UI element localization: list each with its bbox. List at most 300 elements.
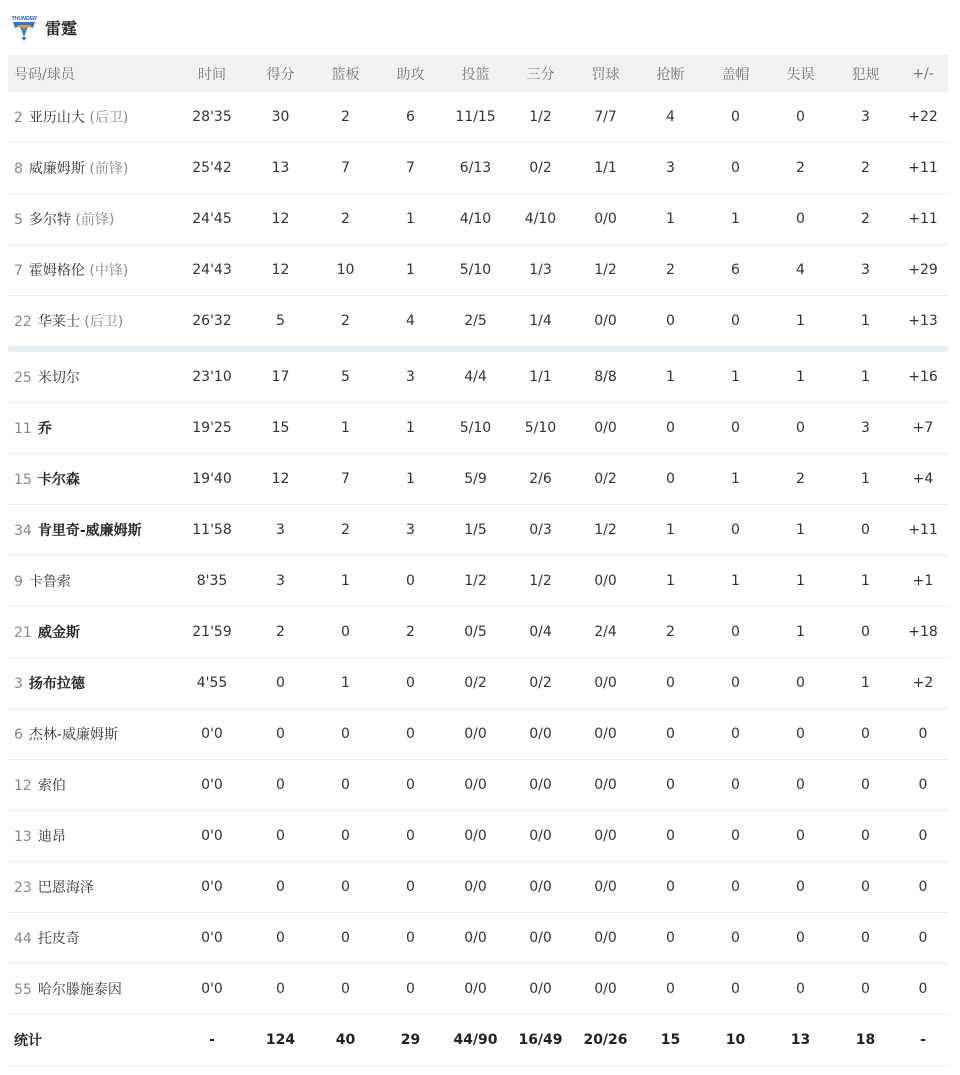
player-cell	[8, 296, 176, 347]
stat-three-pointers: 0/0	[508, 862, 573, 913]
stat-free-throws: 0/0	[573, 658, 638, 709]
stat-turnovers: 0	[768, 811, 833, 862]
player-cell	[8, 352, 176, 403]
stat-time: 8'35	[176, 556, 248, 607]
player-number: 23	[14, 880, 32, 896]
stat-turnovers: 1	[768, 505, 833, 556]
player-cell	[8, 760, 176, 811]
player-row[interactable]	[8, 92, 948, 143]
stat-three-pointers: 0/0	[508, 709, 573, 760]
player-position: (前锋)	[75, 212, 115, 228]
player-row[interactable]	[8, 505, 948, 556]
player-cell	[8, 403, 176, 454]
stat-blocks: 0	[703, 811, 768, 862]
player-number: 15	[14, 472, 32, 488]
stat-blocks: 1	[703, 454, 768, 505]
stat-plus-minus: +16	[898, 352, 948, 403]
stat-free-throws: 0/0	[573, 296, 638, 347]
player-row[interactable]	[8, 556, 948, 607]
stat-rebounds: 1	[313, 403, 378, 454]
player-name: 亚历山大	[28, 110, 85, 126]
stat-rebounds: 2	[313, 194, 378, 245]
stat-turnovers: 0	[768, 658, 833, 709]
stat-plus-minus: +4	[898, 454, 948, 505]
header-row	[8, 55, 948, 92]
stat-fouls: 1	[833, 556, 898, 607]
player-name: 杰林-威廉姆斯	[28, 727, 118, 743]
stat-time: 21'59	[176, 607, 248, 658]
stat-blocks: 0	[703, 760, 768, 811]
stat-fouls: 3	[833, 245, 898, 296]
player-name: 迪昂	[37, 829, 66, 845]
stat-points: 0	[248, 709, 313, 760]
stat-free-throws: 0/0	[573, 556, 638, 607]
stat-rebounds: 0	[313, 964, 378, 1015]
stat-points: 0	[248, 658, 313, 709]
stat-points: 0	[248, 862, 313, 913]
player-name: 华莱士	[37, 314, 80, 330]
stat-fouls: 1	[833, 454, 898, 505]
stat-rebounds: 10	[313, 245, 378, 296]
player-row[interactable]	[8, 760, 948, 811]
stat-points: 30	[248, 92, 313, 143]
player-row[interactable]	[8, 454, 948, 505]
stat-steals: 1	[638, 505, 703, 556]
stat-time: 11'58	[176, 505, 248, 556]
stat-turnovers: 0	[768, 194, 833, 245]
stat-rebounds: 0	[313, 811, 378, 862]
player-row[interactable]	[8, 607, 948, 658]
stat-plus-minus: +7	[898, 403, 948, 454]
player-row[interactable]	[8, 913, 948, 964]
stat-points: 3	[248, 556, 313, 607]
total-rebounds: 40	[313, 1015, 378, 1066]
player-row[interactable]	[8, 811, 948, 862]
total-steals: 15	[638, 1015, 703, 1066]
total-three-pointers: 16/49	[508, 1015, 573, 1066]
stat-turnovers: 0	[768, 964, 833, 1015]
player-number: 12	[14, 778, 32, 794]
player-cell	[8, 92, 176, 143]
stat-plus-minus: 0	[898, 913, 948, 964]
player-name: 多尔特	[28, 212, 71, 228]
stat-field-goals: 4/10	[443, 194, 508, 245]
stat-free-throws: 0/0	[573, 194, 638, 245]
stat-assists: 0	[378, 658, 443, 709]
stat-blocks: 0	[703, 607, 768, 658]
stat-steals: 0	[638, 658, 703, 709]
stat-steals: 0	[638, 709, 703, 760]
stat-time: 4'55	[176, 658, 248, 709]
total-blocks: 10	[703, 1015, 768, 1066]
stat-assists: 0	[378, 862, 443, 913]
stat-rebounds: 1	[313, 556, 378, 607]
col-header-assists[interactable]: 助攻	[378, 55, 443, 92]
player-number: 11	[14, 421, 32, 437]
player-row[interactable]	[8, 352, 948, 403]
player-cell	[8, 709, 176, 760]
stat-blocks: 1	[703, 352, 768, 403]
stat-blocks: 0	[703, 709, 768, 760]
stat-time: 25'42	[176, 143, 248, 194]
stat-points: 12	[248, 454, 313, 505]
total-plus-minus: -	[898, 1015, 948, 1066]
player-position: (中锋)	[89, 263, 129, 279]
stat-fouls: 0	[833, 811, 898, 862]
stat-three-pointers: 0/2	[508, 143, 573, 194]
stat-fouls: 1	[833, 352, 898, 403]
total-fouls: 18	[833, 1015, 898, 1066]
stat-points: 0	[248, 964, 313, 1015]
stat-rebounds: 2	[313, 92, 378, 143]
stat-rebounds: 7	[313, 454, 378, 505]
stat-steals: 0	[638, 811, 703, 862]
stat-points: 12	[248, 245, 313, 296]
col-header-turnovers[interactable]: 失误	[768, 55, 833, 92]
player-row[interactable]	[8, 296, 948, 347]
stat-points: 3	[248, 505, 313, 556]
stat-free-throws: 7/7	[573, 92, 638, 143]
stat-three-pointers: 0/0	[508, 913, 573, 964]
stat-three-pointers: 0/3	[508, 505, 573, 556]
total-turnovers: 13	[768, 1015, 833, 1066]
stat-points: 17	[248, 352, 313, 403]
player-cell	[8, 194, 176, 245]
stat-assists: 0	[378, 709, 443, 760]
total-time: -	[176, 1015, 248, 1066]
stat-fouls: 0	[833, 709, 898, 760]
stat-time: 24'45	[176, 194, 248, 245]
stat-blocks: 0	[703, 505, 768, 556]
stat-blocks: 0	[703, 913, 768, 964]
stat-blocks: 1	[703, 556, 768, 607]
player-name: 肯里奇-威廉姆斯	[37, 523, 142, 539]
stat-assists: 0	[378, 913, 443, 964]
stat-time: 0'0	[176, 709, 248, 760]
stat-assists: 0	[378, 556, 443, 607]
player-number: 8	[14, 161, 23, 177]
stat-steals: 0	[638, 296, 703, 347]
stat-assists: 3	[378, 352, 443, 403]
stat-plus-minus: 0	[898, 964, 948, 1015]
player-cell	[8, 245, 176, 296]
col-header-blocks[interactable]: 盖帽	[703, 55, 768, 92]
col-header-three-pointers[interactable]: 三分	[508, 55, 573, 92]
player-row[interactable]	[8, 403, 948, 454]
col-header-points[interactable]: 得分	[248, 55, 313, 92]
stat-rebounds: 1	[313, 658, 378, 709]
stat-steals: 0	[638, 760, 703, 811]
stat-fouls: 0	[833, 964, 898, 1015]
stat-time: 0'0	[176, 913, 248, 964]
stat-steals: 0	[638, 403, 703, 454]
stat-plus-minus: 0	[898, 811, 948, 862]
player-number: 3	[14, 676, 23, 692]
stat-field-goals: 6/13	[443, 143, 508, 194]
stat-free-throws: 0/0	[573, 913, 638, 964]
col-header-steals[interactable]: 抢断	[638, 55, 703, 92]
stat-plus-minus: +1	[898, 556, 948, 607]
stat-turnovers: 0	[768, 92, 833, 143]
player-name: 巴恩海泽	[37, 880, 94, 896]
stat-three-pointers: 0/0	[508, 811, 573, 862]
stat-fouls: 1	[833, 658, 898, 709]
player-row[interactable]	[8, 658, 948, 709]
total-field-goals: 44/90	[443, 1015, 508, 1066]
stat-fouls: 2	[833, 143, 898, 194]
stat-turnovers: 0	[768, 760, 833, 811]
stat-free-throws: 0/0	[573, 760, 638, 811]
stat-blocks: 0	[703, 143, 768, 194]
stat-free-throws: 1/1	[573, 143, 638, 194]
stat-blocks: 0	[703, 964, 768, 1015]
stat-turnovers: 2	[768, 143, 833, 194]
stat-steals: 4	[638, 92, 703, 143]
stat-free-throws: 0/0	[573, 709, 638, 760]
player-position: (前锋)	[89, 161, 129, 177]
stat-turnovers: 0	[768, 913, 833, 964]
stat-rebounds: 0	[313, 709, 378, 760]
stat-time: 0'0	[176, 811, 248, 862]
stat-blocks: 6	[703, 245, 768, 296]
stat-fouls: 3	[833, 403, 898, 454]
stat-rebounds: 7	[313, 143, 378, 194]
stat-field-goals: 4/4	[443, 352, 508, 403]
stat-plus-minus: +11	[898, 194, 948, 245]
player-cell	[8, 658, 176, 709]
totals-row	[8, 1015, 948, 1066]
stat-points: 15	[248, 403, 313, 454]
player-number: 13	[14, 829, 32, 845]
player-name: 威廉姆斯	[28, 161, 85, 177]
stat-turnovers: 0	[768, 862, 833, 913]
player-number: 22	[14, 314, 32, 330]
player-name: 索伯	[37, 778, 66, 794]
player-position: (后卫)	[89, 110, 129, 126]
stat-fouls: 0	[833, 505, 898, 556]
player-row[interactable]	[8, 862, 948, 913]
total-points: 124	[248, 1015, 313, 1066]
stat-three-pointers: 0/0	[508, 760, 573, 811]
stat-fouls: 1	[833, 296, 898, 347]
stat-free-throws: 0/0	[573, 811, 638, 862]
stat-three-pointers: 1/2	[508, 92, 573, 143]
player-name: 米切尔	[37, 370, 80, 386]
player-number: 9	[14, 574, 23, 590]
stat-fouls: 3	[833, 92, 898, 143]
stat-rebounds: 0	[313, 760, 378, 811]
stat-time: 26'32	[176, 296, 248, 347]
stat-turnovers: 1	[768, 296, 833, 347]
stat-rebounds: 2	[313, 505, 378, 556]
stat-field-goals: 5/10	[443, 245, 508, 296]
stat-time: 0'0	[176, 964, 248, 1015]
player-row[interactable]	[8, 964, 948, 1015]
stat-free-throws: 8/8	[573, 352, 638, 403]
logo-lettering: THUNDER	[11, 15, 37, 22]
stat-steals: 0	[638, 862, 703, 913]
player-name: 霍姆格伦	[28, 263, 85, 279]
player-name: 托皮奇	[37, 931, 80, 947]
stat-turnovers: 4	[768, 245, 833, 296]
stat-steals: 1	[638, 556, 703, 607]
box-score-table	[8, 55, 948, 1066]
player-number: 44	[14, 931, 32, 947]
stat-points: 12	[248, 194, 313, 245]
player-number: 6	[14, 727, 23, 743]
stat-three-pointers: 4/10	[508, 194, 573, 245]
stat-fouls: 0	[833, 862, 898, 913]
stat-assists: 1	[378, 245, 443, 296]
stat-assists: 2	[378, 607, 443, 658]
stat-free-throws: 0/0	[573, 862, 638, 913]
stat-points: 0	[248, 913, 313, 964]
col-header-free-throws[interactable]: 罚球	[573, 55, 638, 92]
stat-turnovers: 1	[768, 352, 833, 403]
stat-field-goals: 2/5	[443, 296, 508, 347]
stat-turnovers: 0	[768, 403, 833, 454]
stat-field-goals: 0/5	[443, 607, 508, 658]
stat-assists: 6	[378, 92, 443, 143]
stat-plus-minus: +11	[898, 143, 948, 194]
stat-steals: 1	[638, 194, 703, 245]
player-cell	[8, 505, 176, 556]
stat-three-pointers: 1/1	[508, 352, 573, 403]
stat-plus-minus: +2	[898, 658, 948, 709]
player-cell	[8, 143, 176, 194]
stat-plus-minus: 0	[898, 862, 948, 913]
stat-blocks: 0	[703, 92, 768, 143]
col-header-player[interactable]: 号码/球员	[8, 55, 176, 92]
player-cell	[8, 556, 176, 607]
player-name: 扬布拉德	[28, 676, 85, 692]
player-name: 哈尔滕施泰因	[37, 982, 122, 998]
stat-field-goals: 0/0	[443, 964, 508, 1015]
stat-time: 19'40	[176, 454, 248, 505]
stat-blocks: 1	[703, 194, 768, 245]
stat-assists: 4	[378, 296, 443, 347]
stat-assists: 1	[378, 454, 443, 505]
stat-plus-minus: 0	[898, 709, 948, 760]
stat-plus-minus: +13	[898, 296, 948, 347]
team-name: 雷霆	[45, 19, 78, 38]
col-header-plus-minus[interactable]: +/-	[898, 55, 948, 92]
player-position: (后卫)	[84, 314, 124, 330]
stat-fouls: 0	[833, 913, 898, 964]
stat-field-goals: 1/2	[443, 556, 508, 607]
stat-blocks: 0	[703, 296, 768, 347]
stat-time: 28'35	[176, 92, 248, 143]
stat-field-goals: 0/0	[443, 760, 508, 811]
stat-rebounds: 2	[313, 296, 378, 347]
stat-assists: 0	[378, 964, 443, 1015]
player-row[interactable]	[8, 245, 948, 296]
stat-time: 19'25	[176, 403, 248, 454]
stat-assists: 1	[378, 194, 443, 245]
stat-plus-minus: +11	[898, 505, 948, 556]
stat-fouls: 2	[833, 194, 898, 245]
player-row[interactable]	[8, 143, 948, 194]
stat-time: 0'0	[176, 862, 248, 913]
stat-blocks: 0	[703, 862, 768, 913]
stat-plus-minus: 0	[898, 760, 948, 811]
stat-three-pointers: 0/0	[508, 964, 573, 1015]
stat-free-throws: 0/0	[573, 964, 638, 1015]
stat-steals: 0	[638, 964, 703, 1015]
stat-fouls: 0	[833, 607, 898, 658]
player-name: 卡尔森	[37, 472, 80, 488]
total-free-throws: 20/26	[573, 1015, 638, 1066]
stat-assists: 7	[378, 143, 443, 194]
stat-rebounds: 0	[313, 607, 378, 658]
stat-assists: 1	[378, 403, 443, 454]
stat-rebounds: 0	[313, 862, 378, 913]
col-header-time[interactable]: 时间	[176, 55, 248, 92]
stat-free-throws: 0/2	[573, 454, 638, 505]
player-row[interactable]	[8, 709, 948, 760]
player-row[interactable]	[8, 194, 948, 245]
stat-blocks: 0	[703, 658, 768, 709]
player-number: 34	[14, 523, 32, 539]
stat-rebounds: 5	[313, 352, 378, 403]
stat-field-goals: 11/15	[443, 92, 508, 143]
stat-free-throws: 1/2	[573, 245, 638, 296]
player-cell	[8, 913, 176, 964]
stat-steals: 1	[638, 352, 703, 403]
stat-time: 23'10	[176, 352, 248, 403]
player-cell	[8, 964, 176, 1015]
stat-points: 5	[248, 296, 313, 347]
col-header-field-goals[interactable]: 投篮	[443, 55, 508, 92]
stat-three-pointers: 1/4	[508, 296, 573, 347]
stat-steals: 2	[638, 245, 703, 296]
stat-three-pointers: 0/2	[508, 658, 573, 709]
stat-rebounds: 0	[313, 913, 378, 964]
stat-blocks: 0	[703, 403, 768, 454]
stat-steals: 3	[638, 143, 703, 194]
player-number: 5	[14, 212, 23, 228]
stat-plus-minus: +22	[898, 92, 948, 143]
col-header-rebounds[interactable]: 篮板	[313, 55, 378, 92]
stat-three-pointers: 1/3	[508, 245, 573, 296]
player-cell	[8, 454, 176, 505]
stat-turnovers: 1	[768, 556, 833, 607]
stat-points: 0	[248, 760, 313, 811]
player-cell	[8, 811, 176, 862]
player-name: 卡鲁索	[28, 574, 71, 590]
stat-three-pointers: 0/4	[508, 607, 573, 658]
stat-time: 24'43	[176, 245, 248, 296]
player-cell	[8, 862, 176, 913]
player-cell	[8, 607, 176, 658]
stat-steals: 0	[638, 454, 703, 505]
total-assists: 29	[378, 1015, 443, 1066]
stat-plus-minus: +29	[898, 245, 948, 296]
stat-free-throws: 1/2	[573, 505, 638, 556]
col-header-fouls[interactable]: 犯规	[833, 55, 898, 92]
stat-free-throws: 2/4	[573, 607, 638, 658]
player-number: 7	[14, 263, 23, 279]
stat-time: 0'0	[176, 760, 248, 811]
stat-points: 13	[248, 143, 313, 194]
player-number: 25	[14, 370, 32, 386]
player-number: 55	[14, 982, 32, 998]
stat-field-goals: 5/9	[443, 454, 508, 505]
stat-field-goals: 5/10	[443, 403, 508, 454]
stat-points: 0	[248, 811, 313, 862]
stat-three-pointers: 1/2	[508, 556, 573, 607]
stat-three-pointers: 5/10	[508, 403, 573, 454]
